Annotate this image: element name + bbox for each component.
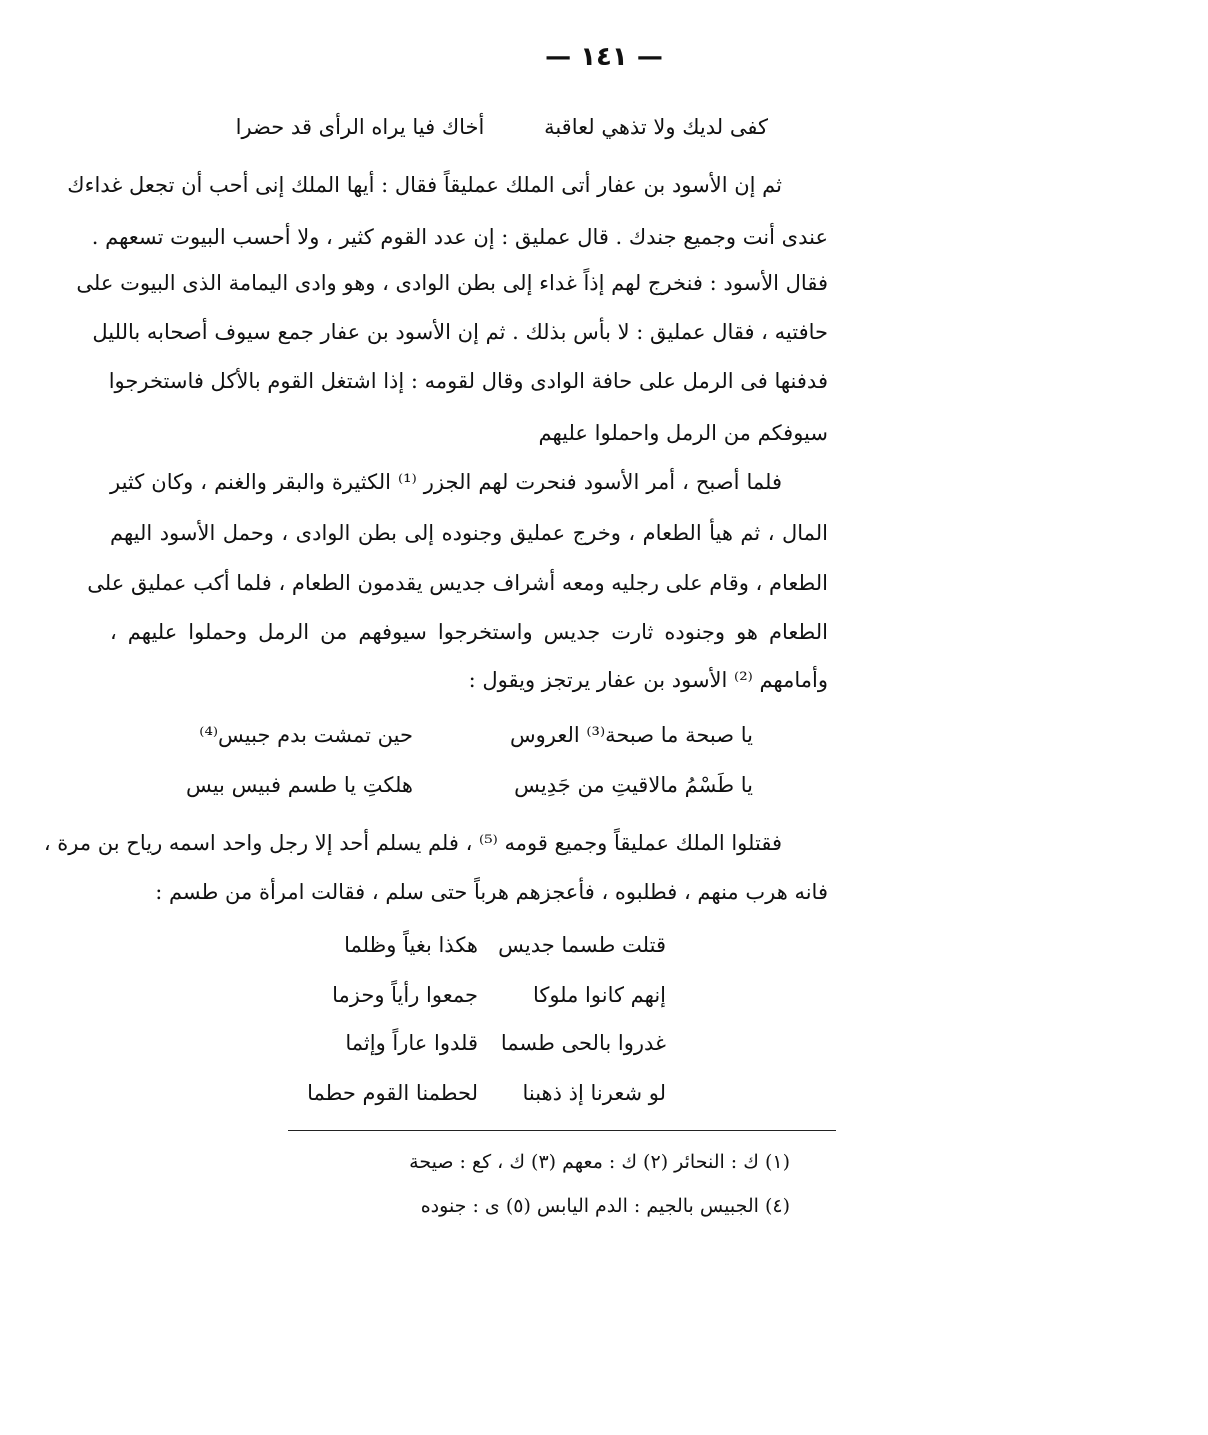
verse-left-hemistich: حين تمشت بدم جبيس⁽⁴⁾	[199, 723, 413, 747]
paragraph1-line: فدفنها فى الرمل على حافة الوادى وقال لقومه : إذا اشتغل القوم بالأكل فاستخرجوا	[108, 369, 828, 393]
verse-right-hemistich: غدروا بالحى طسما	[500, 1031, 666, 1055]
paragraph1-line: ثم إن الأسود بن عفار أتى الملك عمليقاً فقال : أيها الملك إنى أحب أن تجعل غداءك	[67, 173, 782, 197]
footnote-separator	[288, 1130, 836, 1131]
verse-right-hemistich: لو شعرنا إذ ذهبنا	[522, 1081, 666, 1105]
page-number: — ١٤١ —	[545, 42, 663, 72]
verse-left-hemistich: هكذا بغياً وظلما	[344, 933, 478, 957]
footnote-line: (١) ك : النحائر (٢) ك : معهم (٣) ك ، كع : صيحة	[409, 1151, 790, 1173]
paragraph3-line: فانه هرب منهم ، فطلبوه ، فأعجزهم هرباً حتى سلم ، فقالت امرأة من طسم :	[155, 880, 828, 904]
paragraph3-line: فقتلوا الملك عمليقاً وجميع قومه ⁽⁵⁾ ، فلم يسلم أحد إلا رجل واحد اسمه رياح بن مرة ،	[43, 831, 782, 855]
verse-left-hemistich: هلكتِ يا طسم فبيس بيس	[185, 773, 413, 797]
verse-left-hemistich: لحطمنا القوم حطما	[307, 1081, 478, 1105]
verse-right-hemistich: يا صبحة ما صبحة⁽³⁾ العروس	[509, 723, 753, 747]
verse-left-hemistich: قلدوا عاراً وإثما	[345, 1031, 478, 1055]
paragraph2-line: الطعام ، وقام على رجليه ومعه أشراف جديس يقدمون الطعام ، فلما أكب عمليق على	[87, 571, 828, 595]
verse-right-hemistich: يا طَسْمُ مالاقيتِ من جَدِيس	[514, 773, 753, 797]
verse-right-hemistich: قتلت طسما جديس	[498, 933, 666, 957]
paragraph2-line: وأمامهم ⁽²⁾ الأسود بن عفار يرتجز ويقول :	[468, 668, 828, 692]
paragraph1-line: حافتيه ، فقال عمليق : لا بأس بذلك . ثم إن الأسود بن عفار جمع سيوف أصحابه بالليل	[92, 320, 828, 344]
paragraph2-line: الطعام هو وجنوده ثارت جديس واستخرجوا سيوفهم من الرمل وحملوا عليهم ،	[110, 620, 828, 644]
paragraph1-line: فقال الأسود : فنخرج لهم إذاً غداء إلى بطن الوادى ، وهو وادى اليمامة الذى البيوت على	[76, 271, 828, 295]
paragraph2-line: فلما أصبح ، أمر الأسود فنحرت لهم الجزر ⁽¹⁾ الكثيرة والبقر والغنم ، وكان كثير	[110, 470, 782, 494]
verse-right-hemistich: إنهم كانوا ملوكا	[532, 983, 666, 1007]
verse-top-right-hemistich: كفى لديك ولا تذهي لعاقبة	[544, 115, 768, 139]
paragraph1-line: عندى أنت وجميع جندك . قال عمليق : إن عدد القوم كثير ، ولا أحسب البيوت تسعهم .	[91, 225, 828, 249]
paragraph2-line: المال ، ثم هيأ الطعام ، وخرج عمليق وجنوده إلى بطن الوادى ، وحمل الأسود اليهم	[110, 521, 828, 545]
verse-left-hemistich: جمعوا رأياً وحزما	[332, 983, 478, 1007]
paragraph1-line: سيوفكم من الرمل واحملوا عليهم	[538, 421, 828, 445]
verse-top-left-hemistich: أخاك فيا يراه الرأى قد حضرا	[235, 115, 485, 139]
footnote-line: (٤) الجبيس بالجيم : الدم اليابس (٥) ى : جنوده	[420, 1195, 790, 1217]
